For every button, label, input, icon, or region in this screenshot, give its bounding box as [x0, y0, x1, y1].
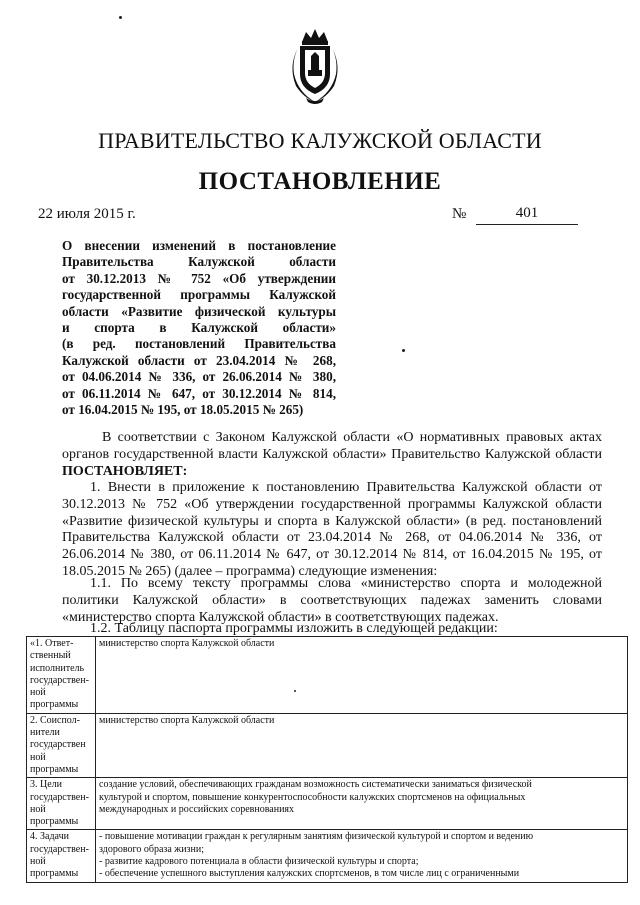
item-1-1-line: 1.1. По всему тексту программы слова «министерство спорта и молодежной: [90, 576, 602, 591]
subject-line: и спорта в Калужской области»: [62, 320, 336, 336]
value-line: - обеспечение успешного выступления калужских спортсменов, в том числе лиц с ограниченными: [99, 868, 520, 880]
scan-speck: [402, 349, 405, 352]
organization-title: ПРАВИТЕЛЬСТВО КАЛУЖСКОЙ ОБЛАСТИ: [98, 128, 542, 153]
label-line: 4. Задачи: [30, 831, 69, 843]
item-1-line: 26.06.2014 № 380, от 06.11.2014 № 647, от 30.12.2014 № 814, от 16.04.2015 № 195, от: [62, 547, 602, 563]
label-line: нители: [30, 727, 60, 739]
table-row: [27, 830, 628, 882]
label-line: ной: [30, 856, 46, 868]
label-line: ственный: [30, 650, 71, 662]
label-line: государствен-: [30, 791, 89, 803]
program-passport-table: [26, 636, 628, 883]
item-1-line: Правительства Калужской области от 23.04.2014 № 268, от 04.06.2014 № 336, от: [62, 530, 602, 546]
label-line: 2. Соиспол-: [30, 714, 80, 726]
label-line: «1. Ответ-: [30, 638, 74, 649]
label-line: программы: [30, 763, 79, 775]
label-line: ной: [30, 687, 46, 699]
row-value: [96, 778, 628, 830]
item-1-paragraph: [62, 480, 602, 581]
document-subject: [62, 238, 336, 418]
preamble-line: В соответствии с Законом Калужской области «О нормативных правовых актах: [102, 430, 602, 445]
row-label: [27, 637, 96, 714]
value-line: министерство спорта Калужской области: [99, 714, 275, 726]
document-type: ПОСТАНОВЛЕНИЕ: [198, 168, 442, 195]
number-underline: [476, 224, 578, 225]
preamble-paragraph: [62, 430, 602, 480]
document-date: 22 июля 2015 г.: [38, 206, 136, 222]
item-1-line: 30.12.2013 № 752 «Об утверждении государственной программы Калужской области: [62, 496, 602, 512]
coat-of-arms-emblem: [284, 26, 346, 106]
subject-line: от 16.04.2015 № 195, от 18.05.2015 № 265): [62, 402, 304, 418]
subject-line: от 04.06.2014 № 336, от 26.06.2014 № 380,: [62, 369, 336, 385]
value-line: международных и российских соревнованиях: [99, 803, 295, 815]
preamble-line: органов государственной власти Калужской области» Правительство Калужской области: [62, 446, 602, 462]
document-number: 401: [515, 205, 539, 221]
table-row: [27, 778, 628, 830]
item-1-1-line: «министерство спорта Калужской области» в соответствующих падежах.: [62, 609, 499, 625]
item-1-2-line: 1.2. Таблицу паспорта программы изложить в следующей редакции:: [90, 621, 498, 636]
label-line: государствен-: [30, 674, 89, 686]
subject-line: Правительства Калужской области: [62, 254, 336, 270]
subject-line: О внесении изменений в постановление: [62, 238, 336, 253]
label-line: программы: [30, 699, 79, 711]
row-value: [96, 830, 628, 882]
value-line: здорового образа жизни;: [99, 843, 204, 855]
value-line: - повышение мотивации граждан к регулярным занятиям физической культурой и спортом и ведению: [99, 831, 534, 843]
row-label: [27, 713, 96, 777]
row-label: [27, 830, 96, 882]
subject-line: от 06.11.2014 № 647, от 30.12.2014 № 814,: [62, 385, 336, 401]
table-row: [27, 713, 628, 777]
item-1-1-paragraph: [62, 576, 602, 626]
row-value: [96, 713, 628, 777]
label-line: ной: [30, 751, 46, 763]
item-1-line: «Развитие физической культуры и спорта в Калужской области» (в ред. постановлений: [62, 513, 602, 529]
label-line: исполнитель: [30, 662, 85, 674]
value-line: министерство спорта Калужской области: [99, 638, 275, 649]
value-line: культурой и спортом, повышение конкурентоспособности калужских спортсменов на официальных: [99, 791, 526, 803]
subject-line: области «Развитие физической культуры: [62, 303, 336, 319]
value-line: - развитие кадрового потенциала в области физической культуры и спорта;: [99, 856, 419, 868]
value-line: создание условий, обеспечивающих гражданам возможность систематически заниматься физической: [99, 779, 532, 791]
scan-speck: [119, 16, 122, 19]
label-line: программы: [30, 868, 79, 880]
row-value: [96, 637, 628, 714]
row-label: [27, 778, 96, 830]
subject-line: государственной программы Калужской: [62, 287, 336, 303]
item-1-1-line: политики Калужской области» в соответствующих падежах заменить словами: [62, 592, 602, 608]
subject-line: от 30.12.2013 № 752 «Об утверждении: [62, 270, 336, 286]
label-line: государствен-: [30, 843, 89, 855]
subject-line: (в ред. постановлений Правительства: [62, 336, 336, 352]
label-line: государствен: [30, 739, 86, 751]
label-line: программы: [30, 816, 79, 828]
resolves-heading: ПОСТАНОВЛЯЕТ:: [62, 463, 188, 479]
number-sign: №: [452, 206, 467, 222]
label-line: ной: [30, 803, 46, 815]
label-line: 3. Цели: [30, 779, 63, 791]
table-row: [27, 637, 628, 714]
item-1-line: 1. Внести в приложение к постановлению Правительства Калужской области от: [90, 480, 602, 495]
item-1-line: 18.05.2015 № 265) (далее – программа) следующие изменения:: [62, 563, 438, 579]
subject-line: Калужской области от 23.04.2014 № 268,: [62, 352, 336, 368]
